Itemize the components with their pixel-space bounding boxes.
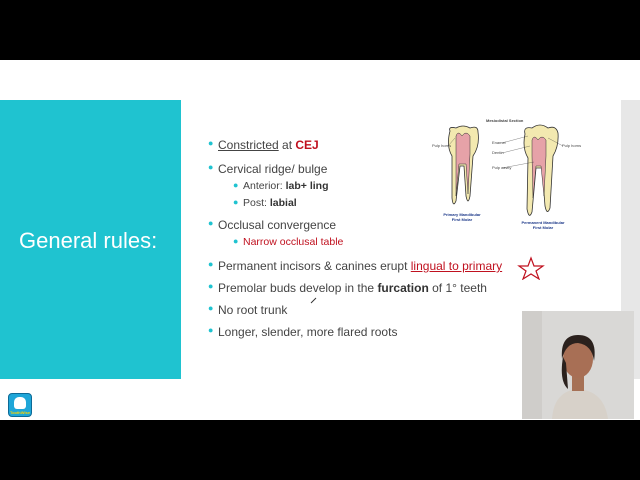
label-enamel: Enamel: [492, 140, 506, 145]
bullet-dot-icon: ●: [208, 303, 214, 313]
webcam-video: [522, 311, 634, 419]
tooth-logo-icon: [14, 397, 26, 409]
bullet-longer-roots: ● Longer, slender, more flared roots: [208, 325, 398, 339]
title-panel: [0, 100, 181, 379]
bullet-dot-icon: ●: [208, 218, 214, 228]
bullet-premolar-buds: ● Premolar buds develop in the furcation of 1° teeth: [208, 281, 487, 295]
bullet-cervical-ridge: ● Cervical ridge/ bulge: [208, 162, 328, 176]
bullet-occlusal-convergence: ● Occlusal convergence: [208, 218, 337, 232]
diagram-title: Mesiodistal Section: [486, 118, 524, 123]
caption-primary: Primary Mandibular First Molar: [443, 212, 481, 222]
bullet-dot-icon: ●: [233, 180, 239, 190]
bullet-no-root-trunk: ● No root trunk: [208, 303, 288, 317]
tooth-diagram: [428, 116, 582, 231]
presenter-image: [522, 311, 634, 419]
label-pulp-horns-right: Pulp horns: [562, 143, 582, 148]
caption-permanent: Permanent Mandibular First Molar: [521, 220, 565, 230]
bullet-dot-icon: ●: [233, 236, 239, 246]
bullet-dot-icon: ●: [208, 259, 214, 269]
label-pulp-horns-left: Pulp horns: [432, 143, 452, 148]
bullet-constricted: ● Constricted at CEJ: [208, 138, 319, 152]
bullet-narrow-occlusal: ● Narrow occlusal table: [233, 236, 344, 248]
bullet-posterior: ● Post: labial: [233, 197, 297, 209]
bullet-anterior: ● Anterior: lab+ ling: [233, 180, 329, 192]
star-annotation-icon: [516, 256, 546, 280]
label-pulp-cavity: Pulp cavity: [492, 165, 512, 170]
bullet-permanent-incisors: ● Permanent incisors & canines erupt lingual to primary: [208, 259, 503, 273]
logo-text: ToothWise: [9, 410, 31, 415]
cursor-icon: [310, 296, 318, 304]
brand-logo: [8, 393, 32, 417]
label-dentin: Dentin: [492, 150, 504, 155]
bullet-dot-icon: ●: [208, 281, 214, 291]
bullet-dot-icon: ●: [208, 138, 214, 148]
bullet-dot-icon: ●: [233, 197, 239, 207]
bullet-dot-icon: ●: [208, 325, 214, 335]
slide-title: General rules:: [19, 228, 158, 253]
bullet-dot-icon: ●: [208, 162, 214, 172]
